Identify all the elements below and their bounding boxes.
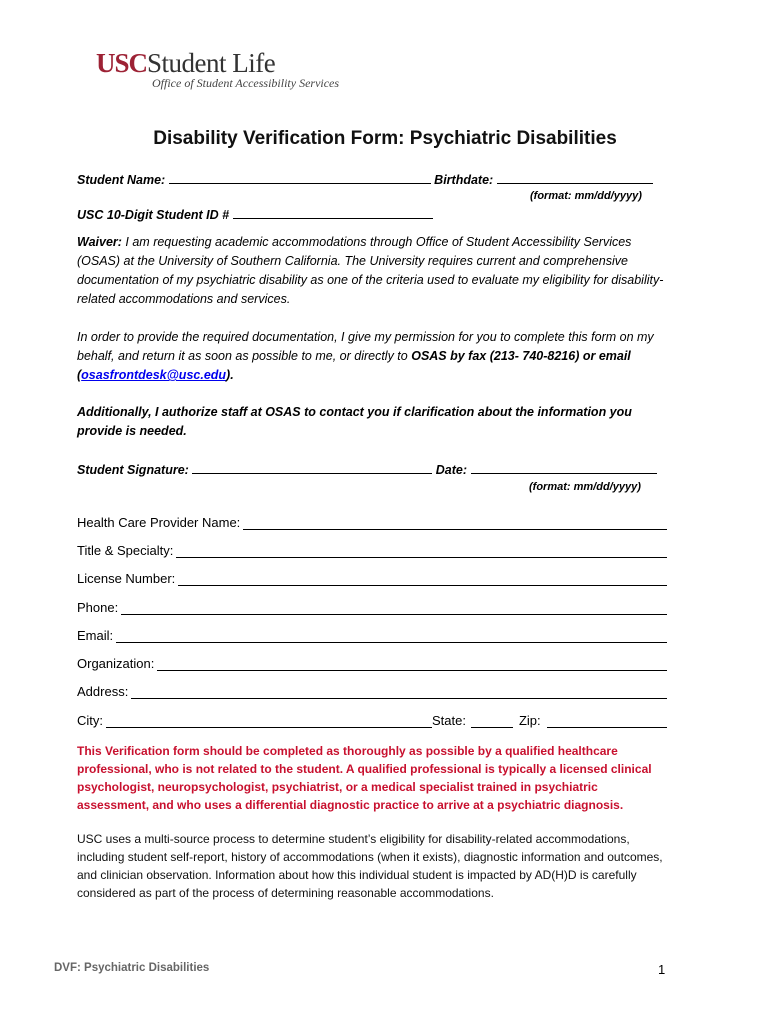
phone-input[interactable] [121, 600, 667, 615]
address-field [77, 684, 667, 699]
email-prefix: or email ( [77, 349, 631, 382]
email-input[interactable] [116, 628, 667, 643]
city-state-zip-row [77, 713, 667, 728]
city-input[interactable] [106, 713, 432, 728]
permission-text: In order to provide the required documentation, I give my permission for you to complete this form on my behalf, and return it as soon as possible to me, or directly to [77, 330, 654, 363]
student-id-input[interactable] [233, 206, 433, 219]
student-id-row [77, 206, 433, 222]
state-input[interactable] [471, 713, 513, 728]
authorize-paragraph: Additionally, I authorize staff at OSAS to contact you if clarification about the information you provide is needed. [77, 405, 632, 438]
fax-text: OSAS by fax (213- 740-8216) [411, 349, 580, 363]
logo-student-life-text: Student Life [147, 48, 276, 78]
phone-field [77, 600, 667, 615]
email-label: Email: [77, 628, 114, 643]
page-number: 1 [658, 962, 666, 977]
city-label: City: [77, 713, 103, 728]
address-input[interactable] [131, 684, 667, 699]
license-number-label: License Number: [77, 571, 176, 586]
logo-usc-text: USC [96, 48, 148, 78]
signature-date-format-hint: (format: mm/dd/yyyy) [529, 481, 641, 493]
signature-date-label: Date: [435, 463, 468, 477]
waiver-paragraph [77, 233, 677, 309]
multi-source-process-notice: USC uses a multi-source process to determine student’s eligibility for disability-related accommodations, including student self-report, history of accommodations (when it exists), diagnostic information and outcomes, and clinician observation. Information about how this individual student is impacted by AD(H)D is carefully considered as part of the process of determining reasonable accommodations. [77, 832, 663, 900]
birthdate-input[interactable] [497, 171, 653, 184]
student-id-label: USC 10-Digit Student ID # [77, 208, 230, 222]
zip-input[interactable] [547, 713, 667, 728]
title-specialty-label: Title & Specialty: [77, 543, 174, 558]
email-suffix: ). [226, 368, 234, 382]
signature-date-input[interactable] [471, 461, 657, 474]
footer-label: DVF: Psychiatric Disabilities [54, 962, 210, 974]
license-number-input[interactable] [178, 571, 667, 586]
zip-label: Zip: [518, 713, 541, 728]
form-title: Disability Verification Form: Psychiatric Disabilities [153, 128, 617, 149]
waiver-text: I am requesting academic accommodations through Office of Student Accessibility Services (OSAS) at the University of Southern California. The University requires current and comprehensive documentation of my psychiatric disability as one of the criteria used to evaluate my eligibility for disability-related accommodations and services. [77, 235, 664, 306]
phone-label: Phone: [77, 600, 119, 615]
provider-name-field [77, 515, 667, 530]
osas-email-link[interactable]: osasfrontdesk@usc.edu [81, 368, 227, 382]
license-number-field [77, 571, 667, 586]
logo-subtitle: Office of Student Accessibility Services [152, 76, 340, 90]
state-label: State: [432, 713, 466, 728]
student-name-label: Student Name: [77, 173, 166, 187]
title-specialty-input[interactable] [176, 543, 667, 558]
birthdate-label: Birthdate: [434, 173, 494, 187]
waiver-label: Waiver: [77, 235, 122, 249]
provider-name-label: Health Care Provider Name: [77, 515, 241, 530]
signature-row [77, 461, 657, 477]
email-field [77, 628, 667, 643]
address-label: Address: [77, 684, 129, 699]
provider-name-input[interactable] [243, 515, 667, 530]
title-specialty-field [77, 543, 667, 558]
student-name-input[interactable] [169, 171, 431, 184]
organization-field [77, 656, 667, 671]
student-name-row [77, 171, 653, 187]
usc-student-life-logo [96, 48, 339, 91]
organization-label: Organization: [77, 656, 155, 671]
permission-paragraph [77, 328, 677, 385]
signature-input[interactable] [192, 461, 432, 474]
birthdate-format-hint: (format: mm/dd/yyyy) [530, 190, 642, 202]
signature-label: Student Signature: [77, 463, 189, 477]
qualified-professional-notice: This Verification form should be completed as thoroughly as possible by a qualified healthcare professional, who is not related to the student. A qualified professional is typically a licensed clinical psychologist, neuropsychologist, psychiatrist, or a medical specialist trained in psychiatric assessment, and who uses a differential diagnostic practice to arrive at a psychiatric diagnosis. [77, 744, 652, 812]
organization-input[interactable] [157, 656, 667, 671]
